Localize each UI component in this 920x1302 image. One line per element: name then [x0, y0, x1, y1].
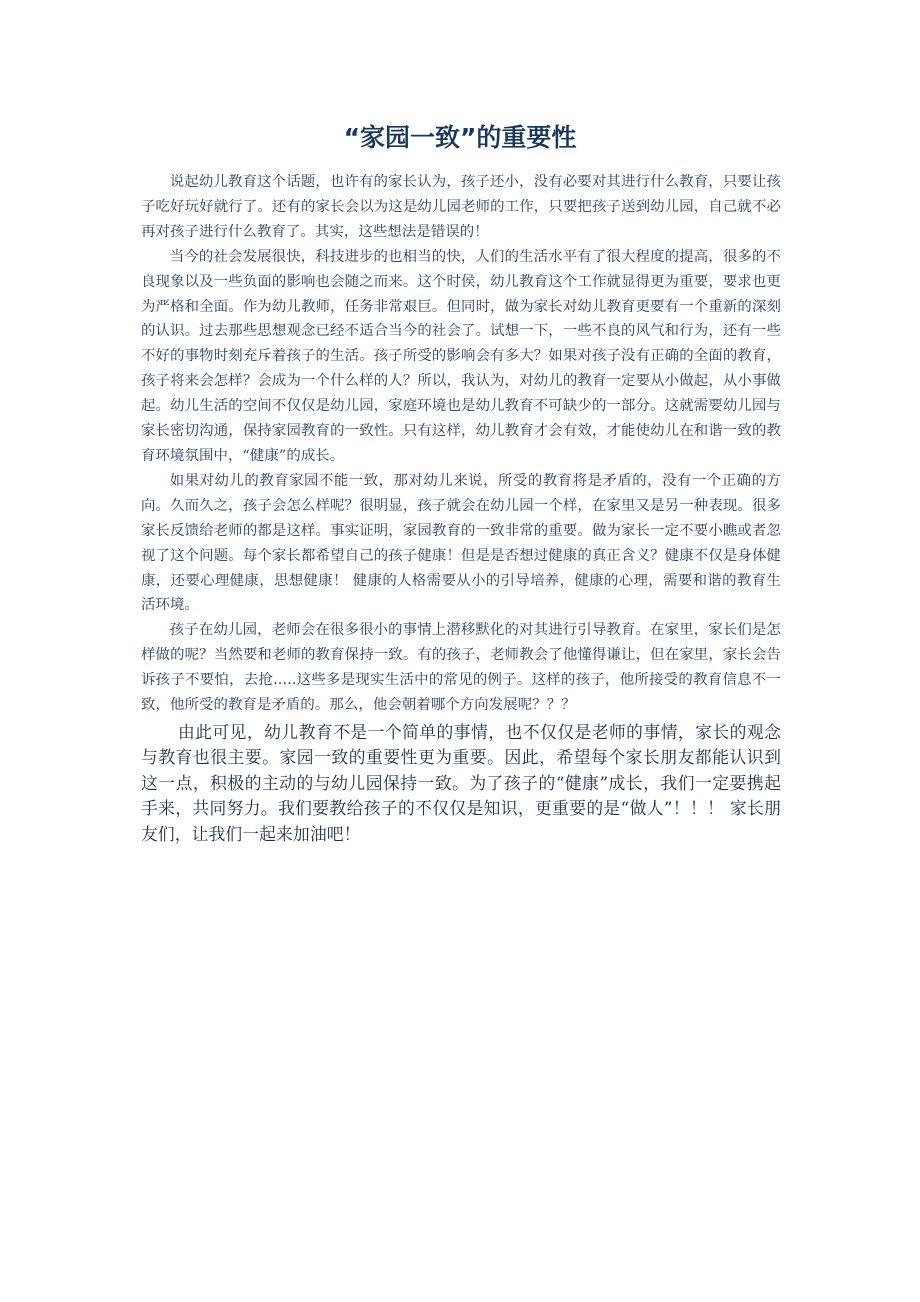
- paragraph-conclusion: 由此可见，幼儿教育不是一个简单的事情，也不仅仅是老师的事情，家长的观念与教育也很主要。家园一致的重要性更为重要。因此，希望每个家长朋友都能认识到这一点，积极的主动的与幼儿园保持一致。为了孩子的“健康”成长，我们一定要携起手来，共同努力。我们要教给孩子的不仅仅是知识，更重要的是“做人”！！！ 家长朋友们，让我们一起来加油吧！: [141, 721, 781, 844]
- paragraph-example: 孩子在幼儿园，老师会在很多很小的事情上潜移默化的对其进行引导教育。在家里，家长们是怎样做的呢？当然要和老师的教育保持一致。有的孩子，老师教会了他懂得谦让，但在家里，家长会告诉孩子不要怕，去抢.....这些多是现实生活中的常见的例子。这样的孩子，他所接受的教育信息不一致，他所受的教育是矛盾的。那么，他会朝着哪个方向发展呢？？？: [141, 622, 781, 714]
- paragraph-intro: 说起幼儿教育这个话题，也许有的家长认为，孩子还小，没有必要对其进行什么教育，只要让孩子吃好玩好就行了。还有的家长会以为这是幼儿园老师的工作，只要把孩子送到幼儿园，自己就不必再对孩子进行什么教育了。其实，这些想法是错误的！: [141, 174, 781, 240]
- paragraph-consistency: 如果对幼儿的教育家园不能一致，那对幼儿来说，所受的教育将是矛盾的，没有一个正确的方向。久而久之，孩子会怎么样呢？很明显，孩子就会在幼儿园一个样，在家里又是另一种表现。很多家长反馈给老师的都是这样。事实证明，家园教育的一致非常的重要。做为家长一定不要小瞧或者忽视了这个问题。每个家长都希望自己的孩子健康！但是是否想过健康的真正含义？健康不仅是身体健康，还要心理健康，思想健康！ 健康的人格需要从小的引导培养，健康的心理，需要和谐的教育生活环境。: [141, 472, 781, 614]
- page-title: “家园一致”的重要性: [343, 123, 577, 152]
- document-body: [141, 170, 781, 847]
- paragraph-society: 当今的社会发展很快，科技进步的也相当的快，人们的生活水平有了很大程度的提高，很多的不良现象以及一些负面的影响也会随之而来。这个时侯，幼儿教育这个工作就显得更为重要，要求也更为严格和全面。作为幼儿教师，任务非常艰巨。但同时，做为家长对幼儿教育更要有一个重新的深刻的认识。过去那些思想观念已经不适合当今的社会了。试想一下，一些不良的风气和行为，还有一些不好的事物时刻充斥着孩子的生活。孩子所受的影响会有多大？如果对孩子没有正确的全面的教育，孩子将来会怎样？会成为一个什么样的人？所以，我认为，对幼儿的教育一定要从小做起，从小事做起。幼儿生活的空间不仅仅是幼儿园，家庭环境也是幼儿教育不可缺少的一部分。这就需要幼儿园与家长密切沟通，保持家园教育的一致性。只有这样，幼儿教育才会有效，才能使幼儿在和谐一致的教育环境氛围中，“健康”的成长。: [141, 248, 781, 464]
